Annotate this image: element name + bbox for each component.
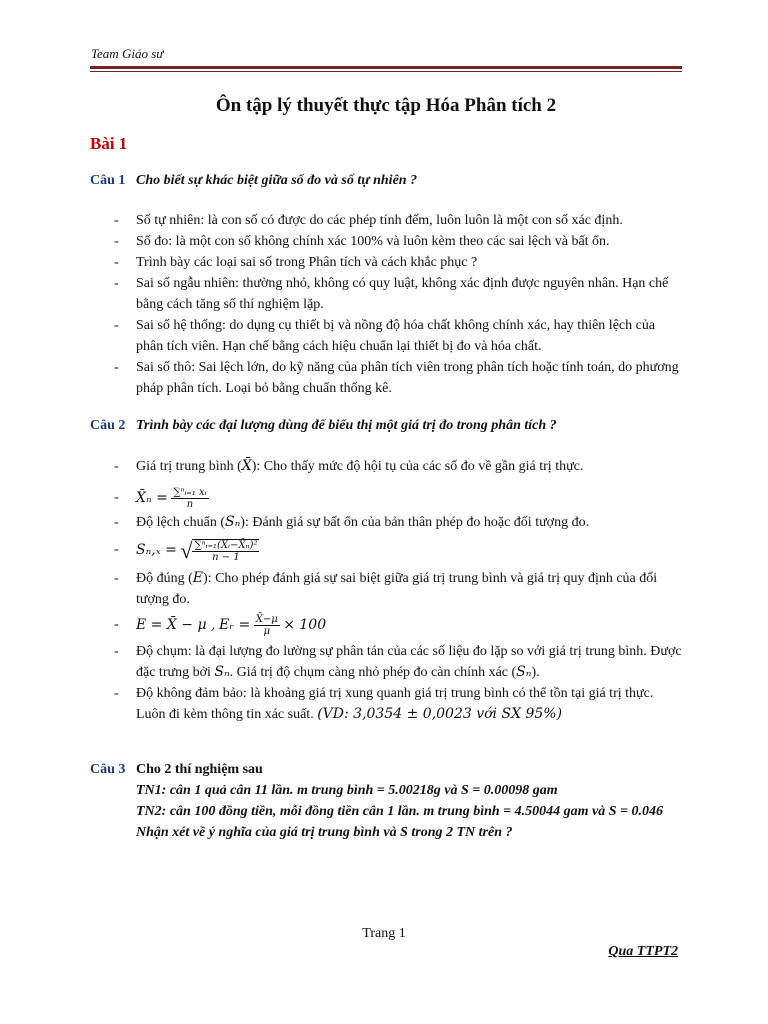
question-1-answer-list (114, 210, 682, 399)
section-title: Bài 1 (90, 134, 128, 153)
question-2-label: Câu 2 (90, 418, 126, 433)
list-item: - Sai số thô: Sai lệch lớn, do kỹ năng của phân tích viên trong phân tích hoặc tính toán, do phương pháp phân tích. Loại bỏ bằng chuẩn thống kê. (114, 360, 679, 396)
header-rule (90, 66, 682, 69)
list-item: - Số đo: là một con số không chính xác 100% và luôn kèm theo các sai lệch và bất ổn. (114, 234, 610, 249)
list-item: - Số tự nhiên: là con số có được do các phép tính đếm, luôn luôn là một con số xác định. (114, 213, 623, 228)
experiment-2: TN2: cân 100 đồng tiền, mỗi đồng tiền cân 1 lần. m trung bình = 4.50044 gam và S = 0.046 (136, 804, 664, 819)
accuracy-fraction: $\frac{X̄-\mu}{\mu}$ (255, 614, 278, 638)
experiment-1: TN1: cân 1 quả cân 11 lần. m trung bình = 5.00218g và S = 0.00098 gam (136, 783, 558, 798)
header-rule-thin (90, 71, 682, 72)
formula-mean: - X̄ₙ = $\frac{\text{∑ⁿᵢ₌₁ xᵢ}}{n}$ (114, 487, 207, 511)
question-1-label: Câu 1 (90, 173, 126, 188)
formula-accuracy: - E = X̄ − μ , Eᵣ = $\frac{X̄-\mu}{\mu}$ × 100 (114, 614, 327, 638)
question-2-answer-list (114, 456, 682, 725)
list-item: - Sai số hệ thống: do dụng cụ thiết bị và nồng độ hóa chất không chính xác, hay thiên lệch của phân tích viên. Hạn chế bằng cách hiệu chuẩn lại thiết bị đo và hóa chất. (114, 318, 656, 354)
list-item: - Sai số ngẫu nhiên: thường nhỏ, không có quy luật, không xác định được nguyên nhân. Hạn chế bằng cách tăng số thí nghiệm lặp. (114, 276, 669, 312)
header-label: Team Giáo sư (91, 46, 164, 61)
question-3-label: Câu 3 (90, 762, 126, 777)
question-1-text: Cho biết sự khác biệt giữa số đo và số tự nhiên ? (136, 173, 418, 188)
formula-std-dev: - Sₙ,ₓ = √ $\frac{\text{∑ⁿᵢ₌₁(Xᵢ−X̄ₙ)²}}{n - 1}$ (114, 537, 258, 563)
question-3-prompt: Nhận xét về ý nghĩa của giá trị trung bình và S trong 2 TN trên ? (136, 825, 513, 840)
question-3-intro: Cho 2 thí nghiệm sau (136, 762, 263, 777)
footer-signature: Qua TTPT2 (608, 944, 678, 959)
document-title: Ôn tập lý thuyết thực tập Hóa Phân tích 2 (215, 95, 557, 116)
question-3-block (136, 759, 682, 843)
list-item-mean: - Giá trị trung bình (X̄): Cho thấy mức độ hội tụ của các số đo về gần giá trị thực. (114, 458, 584, 474)
list-item-accuracy: - Độ đúng (E): Cho phép đánh giá sự sai biệt giữa giá trị trung bình và giá trị quy định của đối tượng đo. (114, 570, 658, 607)
std-dev-fraction: $\frac{\text{∑ⁿᵢ₌₁(Xᵢ−X̄ₙ)²}}{n - 1}$ (194, 539, 258, 563)
list-item-std-dev: - Độ lệch chuẩn (Sₙ): Đánh giá sự bất ổn của bản thân phép đo hoặc đối tượng đo. (114, 514, 590, 530)
list-item: - Trình bày các loại sai số trong Phân tích và cách khắc phục ? (114, 255, 478, 270)
list-item-precision: - Độ chụm: là đại lượng đo lường sự phân tán của các số liệu đo lặp so với giá trị trung bình. Được đặc trưng bởi Sₙ. Giá trị độ chụm càng nhỏ phép đo càn chính xác (Sₙ). (114, 644, 682, 680)
mean-fraction: $\frac{\text{∑ⁿᵢ₌₁ xᵢ}}{n}$ (173, 487, 207, 511)
page-number: Trang 1 (362, 926, 406, 941)
list-item-uncertainty: - Độ không đảm bảo: là khoảng giá trị xung quanh giá trị trung bình có thể tồn tại giá trị thực. Luôn đi kèm thông tin xác suất. (VD: 3,0354 ± 0,0023 với SX 95%) (114, 686, 654, 722)
question-2-text: Trình bày các đại lượng dùng để biểu thị một giá trị đo trong phân tích ? (136, 418, 557, 433)
